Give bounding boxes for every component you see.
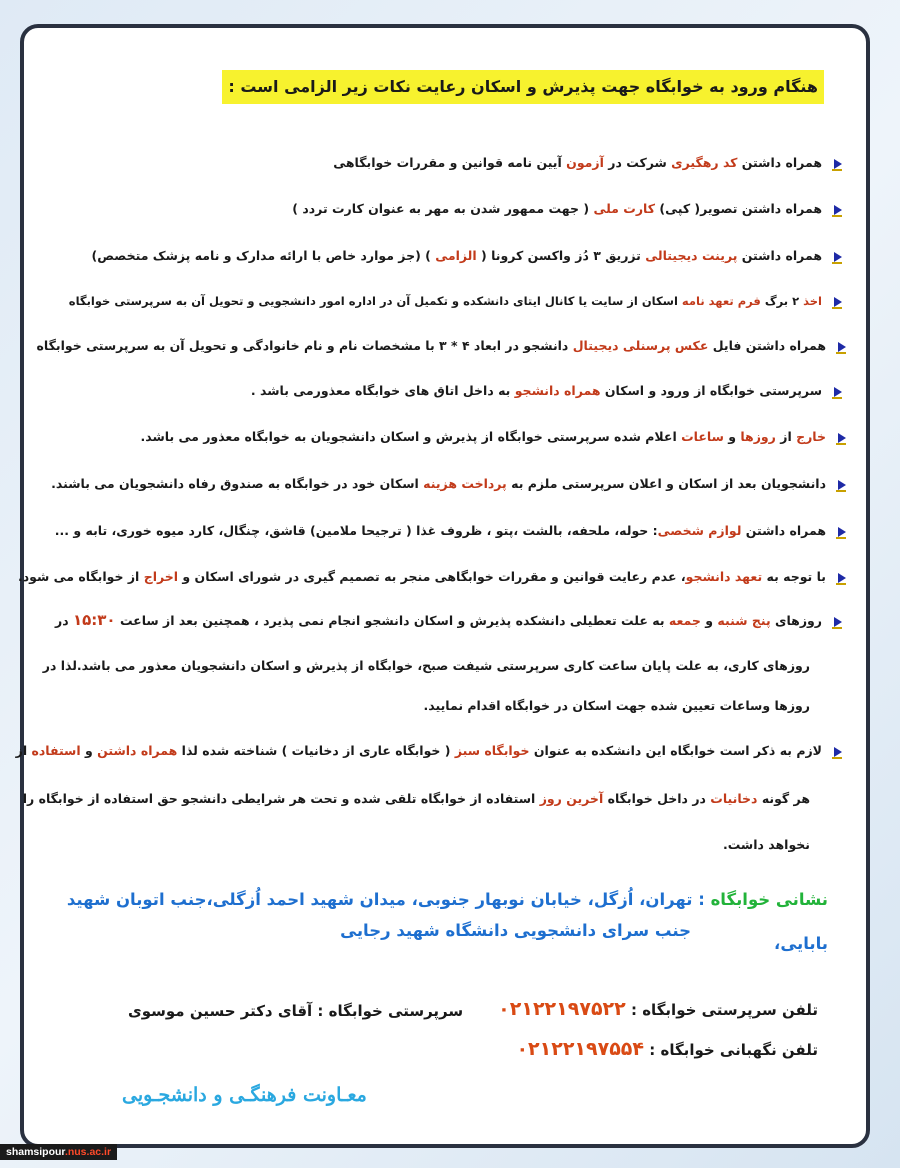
item-text: همراه داشتن bbox=[737, 155, 822, 170]
department-signature: معـاونت فرهنگـی و دانشجـویی bbox=[122, 1084, 367, 1106]
item-highlight: ساعات bbox=[681, 429, 724, 444]
item-text: دانشجو در ابعاد ۴ * ۳ با مشخصات نام و نام خانوادگی و تحویل آن به سرپرستی خوابگاه bbox=[36, 338, 573, 353]
item-text: و bbox=[700, 613, 718, 628]
item-highlight: خارج bbox=[796, 429, 826, 444]
item-text: همراه داشتن فایل bbox=[708, 338, 826, 353]
list-item bbox=[62, 152, 842, 174]
arrow-bullet-icon bbox=[832, 747, 842, 757]
arrow-bullet-icon bbox=[836, 480, 846, 490]
item-highlight: فرم تعهد نامه bbox=[681, 294, 761, 308]
item-highlight: اخراج bbox=[143, 569, 179, 584]
item-text: ، عدم رعایت قوانین و مقررات خوابگاهی منجر به تصمیم گیری در شورای اسکان و bbox=[178, 569, 686, 584]
item-text: دانشجویان بعد از اسکان و اعلان سرپرستی ملزم به bbox=[506, 476, 826, 491]
item-highlight: لوازم شخصی bbox=[657, 523, 742, 538]
phone-label: تلفن سرپرستی خوابگاه : bbox=[630, 1001, 818, 1019]
item-text: تزریق ۳ دُز واکسن کرونا ( bbox=[476, 248, 646, 263]
item-highlight: همراه دانشجو bbox=[514, 383, 601, 398]
list-item bbox=[51, 473, 846, 495]
list-item-continuation: نخواهد داشت. bbox=[722, 837, 810, 852]
list-item bbox=[62, 426, 846, 448]
item-text: : حوله، ملحفه، بالشت ،پتو ، ظروف غذا ( ترجیحا ملامین) قاشق، چنگال، کارد میوه خوری، تابه و ... bbox=[54, 523, 658, 538]
item-text: در داخل خوابگاه bbox=[603, 791, 711, 806]
list-item bbox=[55, 609, 842, 632]
phone-number: ۰۲۱۲۲۱۹۷۵۲۲ bbox=[498, 998, 626, 1020]
supervisor-name: سرپرستی خوابگاه : آقای دکتر حسین موسوی bbox=[128, 1002, 464, 1020]
item-text: و bbox=[80, 743, 98, 758]
item-highlight: اخذ bbox=[803, 294, 822, 308]
arrow-bullet-icon bbox=[832, 617, 842, 627]
item-highlight: استفاده bbox=[31, 743, 81, 758]
address-line: : تهران، اُزگل، خیابان نوبهار جنوبی، میدان شهید احمد اُزگلی،جنب اتوبان شهید بابایی، bbox=[66, 890, 828, 953]
item-text: به داخل اتاق های خوابگاه معذورمی باشد . bbox=[250, 383, 515, 398]
item-text: روزهای bbox=[770, 613, 822, 628]
arrow-bullet-icon bbox=[836, 573, 846, 583]
item-highlight: ۱۵:۳۰ bbox=[72, 611, 116, 629]
arrow-bullet-icon bbox=[832, 159, 842, 169]
list-item bbox=[17, 566, 846, 588]
item-highlight: روزها bbox=[740, 429, 776, 444]
item-highlight: پرداخت هزینه bbox=[423, 476, 507, 491]
list-item-continuation bbox=[22, 788, 842, 810]
arrow-bullet-icon bbox=[832, 205, 842, 215]
item-text: ) (جز موارد خاص با ارائه مدارک و نامه پزشک متخصص) bbox=[91, 248, 436, 263]
list-item bbox=[62, 198, 842, 220]
phone-number: ۰۲۱۲۲۱۹۷۵۵۴ bbox=[516, 1038, 645, 1060]
item-text: ( جهت ممهور شدن به مهر به عنوان کارت تردد ) bbox=[292, 201, 594, 216]
arrow-bullet-icon bbox=[836, 342, 846, 352]
site-watermark bbox=[0, 1144, 117, 1160]
item-text: آیین نامه قوانین و مقررات خوابگاهی bbox=[333, 155, 567, 170]
watermark-text: shamsipour bbox=[6, 1146, 65, 1158]
list-item-continuation: روزها وساعات تعیین شده جهت اسکان در خوابگاه اقدام نمایید. bbox=[423, 698, 810, 713]
address-line-2: جنب سرای دانشجویی دانشگاه شهید رجایی bbox=[340, 921, 691, 940]
list-item bbox=[62, 245, 842, 267]
item-highlight: خوابگاه سبز bbox=[454, 743, 530, 758]
item-text: همراه داشتن تصویر( کپی) bbox=[655, 201, 822, 216]
item-text: اسکان خود در خوابگاه به صندوق رفاه دانشجویان می باشند. bbox=[51, 476, 424, 491]
item-text: و bbox=[723, 429, 741, 444]
item-highlight: الزامی bbox=[435, 248, 477, 263]
arrow-bullet-icon bbox=[832, 387, 842, 397]
watermark-domain: .nus.ac.ir bbox=[64, 1146, 112, 1158]
item-highlight: دخانیات bbox=[710, 791, 758, 806]
item-highlight: آخرین روز bbox=[539, 791, 604, 806]
item-text: اسکان از سایت یا کانال ایتای دانشکده و تکمیل آن در اداره امور دانشجویی و تحویل آن به سرپرستی خوابگاه bbox=[68, 294, 682, 308]
list-item bbox=[54, 520, 846, 542]
arrow-bullet-icon bbox=[832, 252, 842, 262]
item-text: لازم به ذکر است خوابگاه این دانشکده به عنوان bbox=[529, 743, 822, 758]
item-text: به علت تعطیلی دانشکده پذیرش و اسکان دانشجو انجام نمی پذیرد ، همچنین بعد از ساعت bbox=[115, 613, 669, 628]
item-highlight: کارت ملی bbox=[593, 201, 655, 216]
list-item bbox=[62, 290, 842, 312]
guard-phone bbox=[516, 1038, 818, 1060]
item-text: استفاده از خوابگاه تلقی شده و تحت هر شرایطی دانشجو حق استفاده از خوابگاه را bbox=[22, 791, 540, 806]
notice-title: هنگام ورود به خوابگاه جهت پذیرش و اسکان رعایت نکات زیر الزامی است : bbox=[222, 70, 824, 104]
arrow-bullet-icon bbox=[832, 297, 842, 307]
item-highlight: همراه داشتن bbox=[97, 743, 178, 758]
item-text: شرکت در bbox=[603, 155, 672, 170]
item-text: اعلام شده سرپرستی خوابگاه از پذیرش و اسکان دانشجویان به خوابگاه معذور می باشد. bbox=[140, 429, 682, 444]
phone-label: تلفن نگهبانی خوابگاه : bbox=[649, 1041, 818, 1059]
list-item bbox=[62, 380, 842, 402]
supervision-phone bbox=[498, 998, 818, 1020]
item-highlight: پرینت دیجیتالی bbox=[645, 248, 738, 263]
list-item bbox=[36, 335, 846, 357]
item-highlight: کد رهگیری bbox=[671, 155, 738, 170]
item-highlight: آزمون bbox=[566, 155, 604, 170]
item-text: هر گونه bbox=[757, 791, 810, 806]
item-text: در bbox=[55, 613, 73, 628]
item-highlight: عکس پرسنلی دیجیتال bbox=[572, 338, 709, 353]
item-text: ۲ برگ bbox=[760, 294, 804, 308]
item-highlight: تعهد دانشجو bbox=[685, 569, 763, 584]
item-text: با توجه به bbox=[762, 569, 826, 584]
item-text: از bbox=[15, 743, 32, 758]
item-text: از bbox=[775, 429, 797, 444]
item-text: همراه داشتن bbox=[741, 523, 826, 538]
item-highlight: پنج شنبه bbox=[717, 613, 771, 628]
notice-card bbox=[15, 24, 870, 1148]
item-text: از خوابگاه می شود. bbox=[17, 569, 144, 584]
item-text: ( خوابگاه عاری از دخانیات ) شناخته شده لذا bbox=[177, 743, 455, 758]
address-label: نشانی خوابگاه bbox=[710, 890, 828, 909]
list-item-continuation: روزهای کاری، به علت پایان ساعت کاری سرپرستی شیفت صبح، خوابگاه از پذیرش و اسکان دانشجویان معذور می باشد.لذا در bbox=[42, 658, 810, 673]
list-item bbox=[15, 740, 842, 762]
arrow-bullet-icon bbox=[836, 433, 846, 443]
item-text: سرپرستی خوابگاه از ورود و اسکان bbox=[600, 383, 822, 398]
item-text: همراه داشتن bbox=[737, 248, 822, 263]
item-highlight: جمعه bbox=[668, 613, 701, 628]
arrow-bullet-icon bbox=[836, 527, 846, 537]
